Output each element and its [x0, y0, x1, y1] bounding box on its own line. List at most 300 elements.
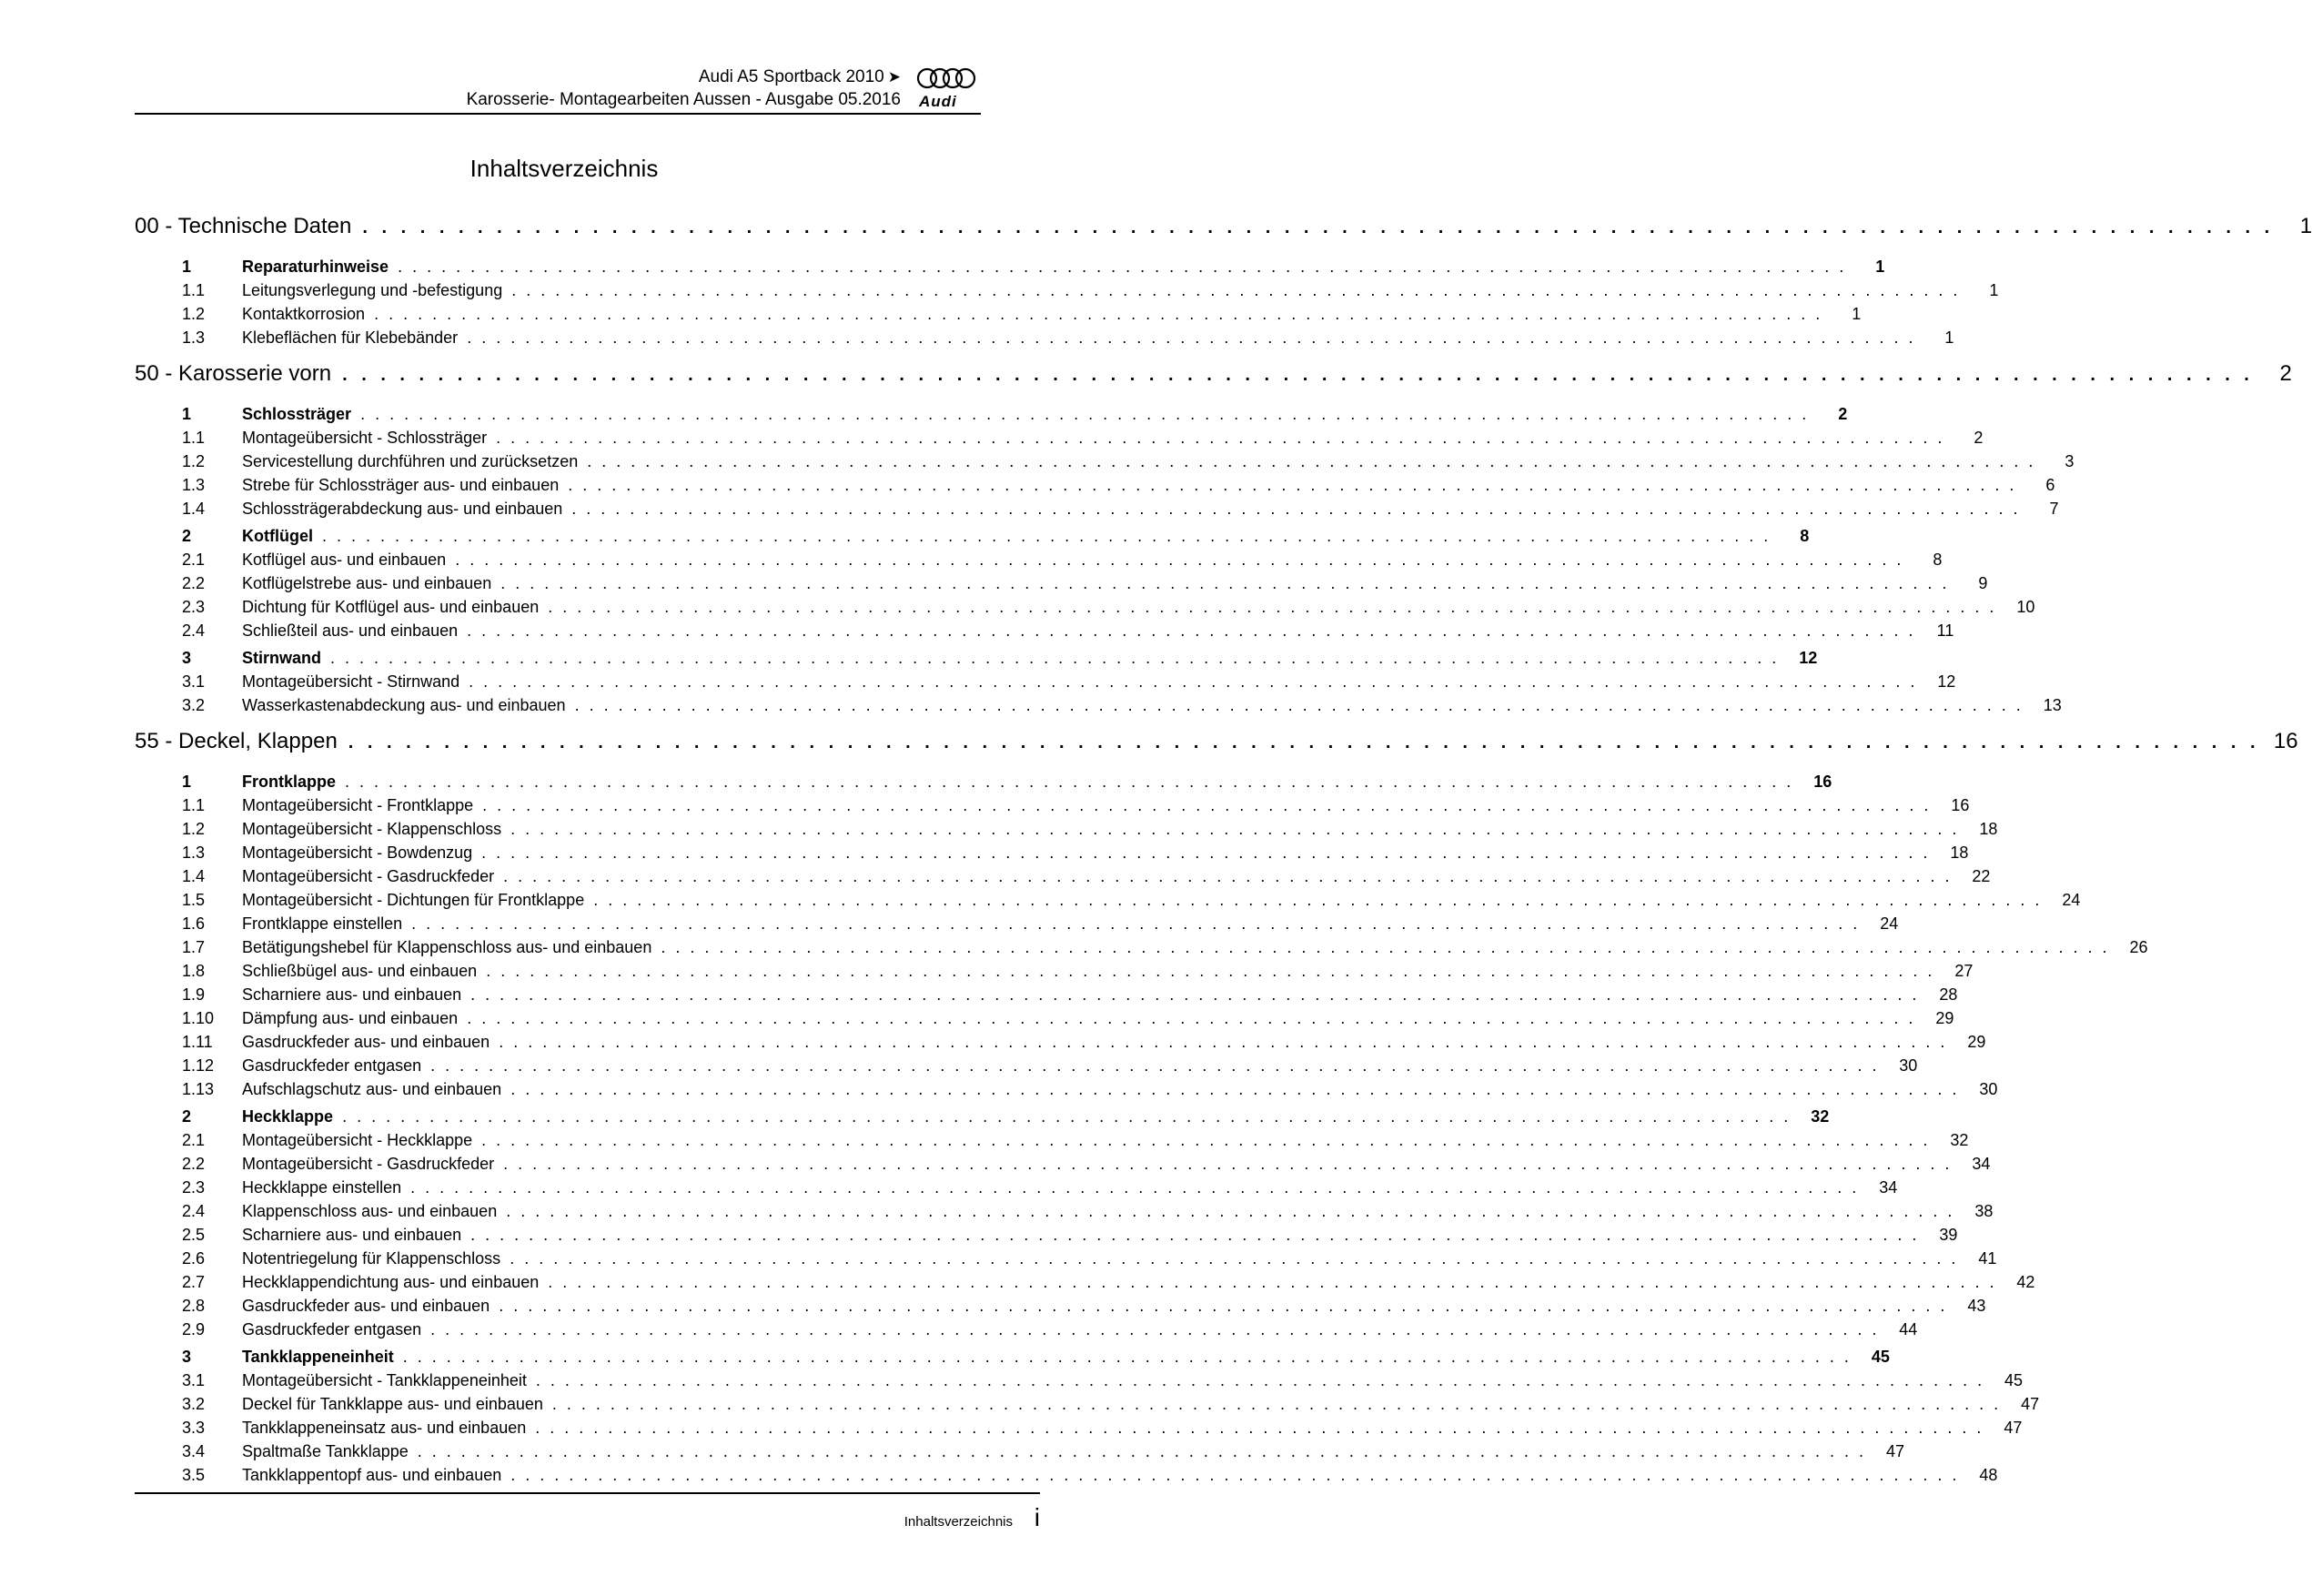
toc-section-number: 2 [182, 527, 192, 545]
toc-entry-page: 29 [1935, 1009, 1954, 1027]
toc-leader-dots: . . . . . . . . . . . . . . . . . . . . . . . . . . . . . . . . . . . . . . . . . . . . . . . . . . . . . . . . . . . . . . . . . . . . . . . . . . . . . . . . . . . . . . . . . . . . . . . . . . . . [574, 696, 2024, 714]
toc-entry-number: 1.7 [182, 938, 206, 956]
toc-entry-line [242, 1320, 1918, 1339]
toc-entry-number: 2.4 [182, 621, 206, 640]
toc-entry-number: 2.6 [182, 1249, 206, 1268]
toc-entry[interactable] [135, 1056, 1918, 1080]
toc-section-page: 8 [1800, 527, 1810, 545]
toc-entry-page: 1 [1989, 281, 1999, 299]
toc-entry[interactable] [135, 500, 2059, 523]
toc-entry[interactable] [135, 621, 1954, 645]
page-title: Inhaltsverzeichnis [469, 155, 659, 182]
toc-leader-dots: . . . . . . . . . . . . . . . . . . . . . . . . . . . . . . . . . . . . . . . . . . . . . . . . . . . . . . . . . . . . . . . . . . . . . . . . . . . . . . . . . . . . . . . . . . . . . . . . . . . . [467, 328, 1916, 347]
toc-entry-title: Leitungsverlegung und -befestigung [242, 281, 503, 299]
toc-section-number: 1 [182, 773, 192, 791]
toc-entry-page: 28 [1939, 985, 1958, 1004]
toc-leader-dots: . . . . . . . . . . . . . . . . . . . . . . . . . . . . . . . . . . . . . . . . . . . . . . . . . . . . . . . . . . . . . . . . . . . . . . . . . . . . . . . . . . . . . . . . . . . . . . . . . . . . [481, 843, 1931, 862]
toc-entry-number: 2.8 [182, 1297, 206, 1315]
toc-entry-page: 8 [1933, 551, 1943, 569]
toc-entry-page: 18 [1979, 820, 1998, 838]
toc-entry[interactable] [135, 820, 1998, 843]
toc-entry-title: Montageübersicht - Schlossträger [242, 429, 488, 447]
toc-leader-dots: . . . . . . . . . . . . . . . . . . . . . . . . . . . . . . . . . . . . . . . . . . . . . . . . . . . . . . . . . . . . . . . . . . . . . . . . . . . . . . . . . . . . . . . . . . . . . . . . . . . . [510, 820, 1960, 838]
toc-entry[interactable] [135, 1249, 1997, 1273]
toc-section-number: 3 [182, 1348, 192, 1366]
toc-entry-number: 3.2 [182, 1395, 206, 1413]
toc-entry-line [242, 1249, 1997, 1268]
toc-section-line [242, 1107, 1830, 1126]
toc-entry-line [242, 1131, 1969, 1150]
toc-section-line [242, 527, 1810, 546]
toc-section-page: 2 [1838, 405, 1848, 423]
toc-entry[interactable] [135, 429, 1984, 452]
toc-entry-page: 32 [1950, 1131, 1969, 1149]
toc-entry-page: 43 [1967, 1297, 1986, 1315]
toc-chapter[interactable] [135, 361, 2292, 401]
toc-section-line [242, 1348, 1890, 1367]
toc-leader-dots: . . . . . . . . . . . . . . . . . . . . . . . . . . . . . . . . . . . . . . . . . . . . . . . . . . . . . . . . . . . . . . . . . . . . . . . . . . . . . . . . . . . . . . . . . . . . . . . . . . . . [535, 1419, 1984, 1437]
toc-entry-line [242, 1395, 2040, 1414]
toc-entry-number: 1.13 [182, 1080, 215, 1098]
toc-entry[interactable] [135, 891, 2081, 914]
toc-leader-dots: . . . . . . . . . . . . . . . . . . . . . . . . . . . . . . . . . . . . . . . . . . . . . . . . . . . . . . . . . . . . . . . . . . . . . . . . . . . . . . . . . . . . . . . . . . . . . . . . . . . . [467, 1009, 1916, 1027]
toc-entry-title: Montageübersicht - Heckklappe [242, 1131, 473, 1149]
header-subtitle: Karosserie- Montagearbeiten Aussen - Ausgabe 05.2016 [466, 90, 901, 109]
toc-leader-dots: . . . . . . . . . . . . . . . . . . . . . . . . . . . . . . . . . . . . . . . . . . . . . . . . . . . . . . . . . . . . . . . . . . . . . . . . . . . . . . . . . . . . . . . . . . . . . . . . . . . . [535, 1371, 1985, 1389]
toc-entry-title: Gasdruckfeder entgasen [242, 1056, 422, 1075]
toc-entry-line [242, 1202, 1994, 1221]
toc-leader-dots: . . . . . . . . . . . . . . . . . . . . . . . . . . . . . . . . . . . . . . . . . . . . . . . . . . . . . . . . . . . . . . . . . . . . . . . . . . . . . . . . . . . . . . . . . . . . . . . . . . . . [455, 551, 1904, 569]
toc-entry-title: Gasdruckfeder aus- und einbauen [242, 1033, 490, 1051]
toc-leader-dots: . . . . . . . . . . . . . . . . . . . . . . . . . . . . . . . . . . . . . . . . . . . . . . . . . . . . . . . . . . . . . . . . . . . . . . . . . . . . . . . . . . . . . . . . . . . . . . . . . . . . [500, 574, 1950, 592]
toc-entry-line [242, 1056, 1918, 1076]
toc-entry-title: Heckklappe einstellen [242, 1178, 402, 1197]
toc-entry[interactable] [135, 696, 2062, 720]
toc-entry-number: 1.2 [182, 452, 206, 470]
toc-entry-number: 2.4 [182, 1202, 206, 1220]
toc-entry-page: 6 [2045, 476, 2055, 494]
toc-entry-number: 3.5 [182, 1466, 206, 1484]
toc-entry-title: Montageübersicht - Tankklappeneinheit [242, 1371, 527, 1389]
toc-entry-line [242, 1297, 1986, 1316]
toc-entry-number: 1.4 [182, 867, 206, 885]
toc-entry[interactable] [135, 1131, 1969, 1155]
toc-entry-line [242, 696, 2062, 715]
toc-entry-page: 41 [1978, 1249, 1997, 1268]
toc-entry[interactable] [135, 1466, 1998, 1490]
toc-entry[interactable] [135, 1320, 1918, 1344]
toc-entry-title: Schließteil aus- und einbauen [242, 621, 459, 640]
toc-entry-number: 1.12 [182, 1056, 215, 1075]
toc-entry[interactable] [135, 574, 1988, 598]
toc-entry-number: 1.4 [182, 500, 206, 518]
toc-entry-number: 2.5 [182, 1226, 206, 1244]
toc-entry-number: 2.2 [182, 574, 206, 592]
toc-entry-number: 1.3 [182, 843, 206, 862]
toc-section-title: Tankklappeneinheit [242, 1348, 394, 1366]
toc-leader-dots: . . . . . . . . . . . . . . . . . . . . . . . . . . . . . . . . . . . . . . . . . . . . . . . . . . . . . . . . . . . . . . . . . . . . . . . . . . . . . . . . . . . . . . . . . . . . . . . . . . . . [593, 891, 2043, 909]
toc-entry-line [242, 1273, 2035, 1292]
toc-entry-title: Kontaktkorrosion [242, 305, 366, 323]
toc-chapter[interactable] [135, 214, 2312, 254]
toc-entry-title: Montageübersicht - Gasdruckfeder [242, 867, 495, 885]
toc-entry-page: 3 [2065, 452, 2075, 470]
toc-entry-line [242, 1033, 1986, 1052]
toc-entry-page: 13 [2043, 696, 2062, 714]
toc-entry[interactable] [135, 1371, 2024, 1395]
toc-entry-title: Strebe für Schlossträger aus- und einbauen [242, 476, 560, 494]
toc-entry-line [242, 1009, 1954, 1028]
page-footer [135, 1492, 1040, 1531]
toc-entry-page: 34 [1972, 1155, 1991, 1173]
toc-section-title: Kotflügel [242, 527, 313, 545]
toc-entry-page: 45 [2004, 1371, 2024, 1389]
toc-leader-dots: . . . . . . . . . . . . . . . . . . . . . . . . . . . . . . . . . . . . . . . . . . . . . . . . . . . . . . . . . . . . . . . . . . . . . . . . . . . . . . . . . . . . . . . . . . . . . . . . . . . . [342, 365, 2254, 385]
toc-entry-page: 47 [2021, 1395, 2040, 1413]
toc-entry-page: 27 [1954, 962, 1974, 980]
toc-leader-dots: . . . . . . . . . . . . . . . . . . . . . . . . . . . . . . . . . . . . . . . . . . . . . . . . . . . . . . . . . . . . . . . . . . . . . . . . . . . . . . . . . . . . . . . . . . . . . . . . . . . . [506, 1202, 1955, 1220]
toc-entry-line [242, 500, 2059, 519]
toc-entry-page: 2 [1974, 429, 1984, 447]
footer-label: Inhaltsverzeichnis [904, 1514, 1013, 1530]
toc-entry-number: 2.7 [182, 1273, 206, 1291]
toc-leader-dots: . . . . . . . . . . . . . . . . . . . . . . . . . . . . . . . . . . . . . . . . . . . . . . . . . . . . . . . . . . . . . . . . . . . . . . . . . . . . . . . . . . . . . . . . . . . . . . . . . . . . [496, 429, 1945, 447]
toc-entry[interactable] [135, 1080, 1998, 1104]
toc-entry-page: 24 [2062, 891, 2081, 909]
toc-entry-number: 2.1 [182, 1131, 206, 1149]
toc-leader-dots: . . . . . . . . . . . . . . . . . . . . . . . . . . . . . . . . . . . . . . . . . . . . . . . . . . . . . . . . . . . . . . . . . . . . . . . . . . . . . . . . . . . . . . . . . . . . . . . . . . . . [348, 732, 2260, 753]
toc-section[interactable] [135, 405, 1848, 429]
toc-chapter-page: 2 [2279, 361, 2292, 386]
toc-leader-dots: . . . . . . . . . . . . . . . . . . . . . . . . . . . . . . . . . . . . . . . . . . . . . . . . . . . . . . . . . . . . . . . . . . . . . . . . . . . . . . . . . . . . . . . . . . . . . . . . . . . . [430, 1320, 1880, 1338]
toc-leader-dots: . . . . . . . . . . . . . . . . . . . . . . . . . . . . . . . . . . . . . . . . . . . . . . . . . . . . . . . . . . . . . . . . . . . . . . . . . . . . . . . . . . . . . . . . . . . . . . . . . . . . [467, 621, 1916, 640]
toc-section[interactable] [135, 527, 1810, 551]
toc-entry-title: Tankklappeneinsatz aus- und einbauen [242, 1419, 527, 1437]
toc-section-number: 2 [182, 1107, 192, 1126]
toc-leader-dots: . . . . . . . . . . . . . . . . . . . . . . . . . . . . . . . . . . . . . . . . . . . . . . . . . . . . . . . . . . . . . . . . . . . . . . . . . . . . . . . . . . . . . . . . . . . . . . . . . . . . [322, 527, 1772, 545]
toc-entry-number: 1.10 [182, 1009, 215, 1027]
toc-chapter-title: 55 - Deckel, Klappen [135, 729, 338, 753]
toc-chapter[interactable] [135, 729, 2298, 769]
toc-entry-number: 1.8 [182, 962, 206, 980]
toc-entry-page: 18 [1950, 843, 1969, 862]
toc-entry-title: Notentriegelung für Klappenschloss [242, 1249, 501, 1268]
toc-entry-line [242, 1178, 1898, 1197]
toc-section-number: 1 [182, 258, 192, 276]
toc-entry-number: 1.5 [182, 891, 206, 909]
toc-entry-title: Wasserkastenabdeckung aus- und einbauen [242, 696, 566, 714]
toc-entry-line [242, 962, 1974, 981]
toc-leader-dots: . . . . . . . . . . . . . . . . . . . . . . . . . . . . . . . . . . . . . . . . . . . . . . . . . . . . . . . . . . . . . . . . . . . . . . . . . . . . . . . . . . . . . . . . . . . . . . . . . . . . [510, 1080, 1960, 1098]
toc-section-line [242, 649, 1818, 668]
audi-logo-text: Audi [919, 93, 957, 110]
toc-entry-title: Heckklappendichtung aus- und einbauen [242, 1273, 540, 1291]
toc-entry-number: 2.3 [182, 1178, 206, 1197]
toc-entry[interactable] [135, 985, 1958, 1009]
toc-leader-dots: . . . . . . . . . . . . . . . . . . . . . . . . . . . . . . . . . . . . . . . . . . . . . . . . . . . . . . . . . . . . . . . . . . . . . . . . . . . . . . . . . . . . . . . . . . . . . . . . . . . . [510, 1466, 1960, 1484]
toc-leader-dots: . . . . . . . . . . . . . . . . . . . . . . . . . . . . . . . . . . . . . . . . . . . . . . . . . . . . . . . . . . . . . . . . . . . . . . . . . . . . . . . . . . . . . . . . . . . . . . . . . . . . [362, 217, 2275, 237]
toc-leader-dots: . . . . . . . . . . . . . . . . . . . . . . . . . . . . . . . . . . . . . . . . . . . . . . . . . . . . . . . . . . . . . . . . . . . . . . . . . . . . . . . . . . . . . . . . . . . . . . . . . . . . [402, 1348, 1852, 1366]
toc-entry-line [242, 843, 1969, 863]
toc-entry-line [242, 1442, 1904, 1461]
toc-chapter-title: 00 - Technische Daten [135, 214, 352, 238]
toc-entry[interactable] [135, 843, 1969, 867]
toc-entry[interactable] [135, 328, 1954, 352]
toc-entry[interactable] [135, 962, 1974, 985]
toc-entry-number: 3.2 [182, 696, 206, 714]
toc-leader-dots: . . . . . . . . . . . . . . . . . . . . . . . . . . . . . . . . . . . . . . . . . . . . . . . . . . . . . . . . . . . . . . . . . . . . . . . . . . . . . . . . . . . . . . . . . . . . . . . . . . . . [503, 867, 1953, 885]
audi-logo [914, 66, 981, 109]
toc-entry[interactable] [135, 551, 1943, 574]
toc-section-title: Stirnwand [242, 649, 322, 667]
toc-entry[interactable] [135, 672, 1956, 696]
toc-entry[interactable] [135, 1202, 1994, 1226]
toc-section-page: 1 [1875, 258, 1885, 276]
toc-entry[interactable] [135, 1009, 1954, 1033]
toc-entry-page: 34 [1879, 1178, 1898, 1197]
toc-entry-page: 38 [1974, 1202, 1994, 1220]
toc-entry-page: 24 [1880, 914, 1899, 933]
toc-entry-line [242, 867, 1991, 886]
toc-entry-line [242, 820, 1998, 839]
toc-entry-title: Schlossträgerabdeckung aus- und einbauen [242, 500, 563, 518]
toc-entry-line [242, 598, 2035, 617]
toc-entry-title: Gasdruckfeder entgasen [242, 1320, 422, 1338]
toc-entry-title: Servicestellung durchführen und zurücksetzen [242, 452, 579, 470]
toc-entry-number: 3.4 [182, 1442, 206, 1460]
toc-entry[interactable] [135, 1395, 2040, 1419]
page-header [135, 62, 981, 115]
toc-entry-title: Montageübersicht - Gasdruckfeder [242, 1155, 495, 1173]
toc-section-title: Heckklappe [242, 1107, 334, 1126]
toc-entry-page: 48 [1979, 1466, 1998, 1484]
toc-entry-title: Scharniere aus- und einbauen [242, 985, 462, 1004]
toc-entry[interactable] [135, 1273, 2035, 1297]
toc-entry-line [242, 1466, 1998, 1485]
toc-entry[interactable] [135, 1033, 1986, 1056]
toc-entry-title: Gasdruckfeder aus- und einbauen [242, 1297, 490, 1315]
toc-section-title: Schlossträger [242, 405, 352, 423]
toc-entry-line [242, 476, 2055, 495]
toc-leader-dots: . . . . . . . . . . . . . . . . . . . . . . . . . . . . . . . . . . . . . . . . . . . . . . . . . . . . . . . . . . . . . . . . . . . . . . . . . . . . . . . . . . . . . . . . . . . . . . . . . . . . [360, 405, 1810, 423]
toc-chapter-title: 50 - Karosserie vorn [135, 361, 332, 386]
toc-entry-number: 2.2 [182, 1155, 206, 1173]
toc-entry-page: 10 [2016, 598, 2035, 616]
toc-entry-line [242, 1419, 2023, 1438]
toc-leader-dots: . . . . . . . . . . . . . . . . . . . . . . . . . . . . . . . . . . . . . . . . . . . . . . . . . . . . . . . . . . . . . . . . . . . . . . . . . . . . . . . . . . . . . . . . . . . . . . . . . . . . [470, 1226, 1920, 1244]
footer-page-number: i [1034, 1503, 1040, 1531]
toc-entry-number: 1.1 [182, 281, 206, 299]
toc-entry-line [242, 429, 1984, 448]
toc-entry-number: 1.2 [182, 305, 206, 323]
toc-entry-page: 7 [2049, 500, 2059, 518]
toc-leader-dots: . . . . . . . . . . . . . . . . . . . . . . . . . . . . . . . . . . . . . . . . . . . . . . . . . . . . . . . . . . . . . . . . . . . . . . . . . . . . . . . . . . . . . . . . . . . . . . . . . . . . [548, 598, 1997, 616]
toc-entry[interactable] [135, 867, 1991, 891]
toc-leader-dots: . . . . . . . . . . . . . . . . . . . . . . . . . . . . . . . . . . . . . . . . . . . . . . . . . . . . . . . . . . . . . . . . . . . . . . . . . . . . . . . . . . . . . . . . . . . . . . . . . . . . [430, 1056, 1880, 1075]
toc-entry-page: 9 [1978, 574, 1988, 592]
toc-section-line [242, 405, 1848, 424]
toc-entry[interactable] [135, 452, 2075, 476]
toc-entry-page: 47 [1885, 1442, 1904, 1460]
toc-leader-dots: . . . . . . . . . . . . . . . . . . . . . . . . . . . . . . . . . . . . . . . . . . . . . . . . . . . . . . . . . . . . . . . . . . . . . . . . . . . . . . . . . . . . . . . . . . . . . . . . . . . . [469, 672, 1918, 691]
toc-leader-dots: . . . . . . . . . . . . . . . . . . . . . . . . . . . . . . . . . . . . . . . . . . . . . . . . . . . . . . . . . . . . . . . . . . . . . . . . . . . . . . . . . . . . . . . . . . . . . . . . . . . . [417, 1442, 1866, 1460]
toc-entry-title: Kotflügel aus- und einbauen [242, 551, 447, 569]
toc-entry-page: 44 [1899, 1320, 1918, 1338]
toc-entry-number: 1.3 [182, 476, 206, 494]
toc-entry[interactable] [135, 1442, 1904, 1466]
toc-chapter-page: 1 [2299, 214, 2312, 238]
toc-leader-dots: . . . . . . . . . . . . . . . . . . . . . . . . . . . . . . . . . . . . . . . . . . . . . . . . . . . . . . . . . . . . . . . . . . . . . . . . . . . . . . . . . . . . . . . . . . . . . . . . . . . . [571, 500, 2021, 518]
toc-entry[interactable] [135, 1226, 1958, 1249]
toc-entry-title: Montageübersicht - Frontklappe [242, 796, 474, 814]
toc-entry-page: 11 [1936, 621, 1954, 640]
toc-entry-number: 1.3 [182, 328, 206, 347]
toc-entry-line [242, 891, 2081, 910]
toc-entry-line [242, 1371, 2024, 1390]
toc-entry-title: Spaltmaße Tankklappe [242, 1442, 409, 1460]
toc-entry[interactable] [135, 914, 1899, 938]
arrow-right-icon: ➤ [887, 68, 901, 86]
toc-entry-line [242, 914, 1899, 934]
toc-entry-number: 2.9 [182, 1320, 206, 1338]
toc-entry-line [242, 328, 1954, 348]
toc-entry-page: 47 [2004, 1419, 2023, 1437]
toc-entry-title: Klebeflächen für Klebebänder [242, 328, 459, 347]
toc-entry-title: Schließbügel aus- und einbauen [242, 962, 478, 980]
toc-leader-dots: . . . . . . . . . . . . . . . . . . . . . . . . . . . . . . . . . . . . . . . . . . . . . . . . . . . . . . . . . . . . . . . . . . . . . . . . . . . . . . . . . . . . . . . . . . . . . . . . . . . . [503, 1155, 1953, 1173]
toc-entry-number: 1.6 [182, 914, 206, 933]
toc-entry-title: Frontklappe einstellen [242, 914, 403, 933]
toc-entry-number: 1.2 [182, 820, 206, 838]
toc-entry-title: Montageübersicht - Stirnwand [242, 672, 460, 691]
toc-entry-page: 30 [1899, 1056, 1918, 1075]
toc-entry-line [242, 1080, 1998, 1099]
toc-section-page: 45 [1871, 1348, 1890, 1366]
toc-entry-title: Deckel für Tankklappe aus- und einbauen [242, 1395, 543, 1413]
toc-entry-number: 1.1 [182, 796, 206, 814]
toc-entry-page: 39 [1939, 1226, 1958, 1244]
toc-entry-title: Dämpfung aus- und einbauen [242, 1009, 459, 1027]
toc-entry-number: 2.1 [182, 551, 206, 569]
toc-section-title: Reparaturhinweise [242, 258, 389, 276]
audi-rings-icon [914, 66, 981, 93]
toc-entry-title: Kotflügelstrebe aus- und einbauen [242, 574, 492, 592]
toc-entry[interactable] [135, 796, 1970, 820]
toc-entry[interactable] [135, 305, 1862, 328]
toc-entry-line [242, 305, 1862, 324]
toc-section-page: 16 [1813, 773, 1832, 791]
toc-entry-number: 3.1 [182, 1371, 206, 1389]
toc-leader-dots: . . . . . . . . . . . . . . . . . . . . . . . . . . . . . . . . . . . . . . . . . . . . . . . . . . . . . . . . . . . . . . . . . . . . . . . . . . . . . . . . . . . . . . . . . . . . . . . . . . . . [481, 1131, 1931, 1149]
toc-entry-page: 30 [1979, 1080, 1998, 1098]
toc-leader-dots: . . . . . . . . . . . . . . . . . . . . . . . . . . . . . . . . . . . . . . . . . . . . . . . . . . . . . . . . . . . . . . . . . . . . . . . . . . . . . . . . . . . . . . . . . . . . . . . . . . . . [510, 1249, 1959, 1268]
toc-section-page: 32 [1811, 1107, 1830, 1126]
toc-entry-line [242, 796, 1970, 815]
toc-leader-dots: . . . . . . . . . . . . . . . . . . . . . . . . . . . . . . . . . . . . . . . . . . . . . . . . . . . . . . . . . . . . . . . . . . . . . . . . . . . . . . . . . . . . . . . . . . . . . . . . . . . . [482, 796, 1932, 814]
toc-entry-title: Tankklappentopf aus- und einbauen [242, 1466, 502, 1484]
toc-entry[interactable] [135, 938, 2148, 962]
toc-leader-dots: . . . . . . . . . . . . . . . . . . . . . . . . . . . . . . . . . . . . . . . . . . . . . . . . . . . . . . . . . . . . . . . . . . . . . . . . . . . . . . . . . . . . . . . . . . . . . . . . . . . . [499, 1033, 1948, 1051]
toc-entry-number: 1.1 [182, 429, 206, 447]
toc-entry-title: Montageübersicht - Klappenschloss [242, 820, 502, 838]
toc-section[interactable] [135, 773, 1832, 796]
toc-leader-dots: . . . . . . . . . . . . . . . . . . . . . . . . . . . . . . . . . . . . . . . . . . . . . . . . . . . . . . . . . . . . . . . . . . . . . . . . . . . . . . . . . . . . . . . . . . . . . . . . . . . . [330, 649, 1780, 667]
toc-leader-dots: . . . . . . . . . . . . . . . . . . . . . . . . . . . . . . . . . . . . . . . . . . . . . . . . . . . . . . . . . . . . . . . . . . . . . . . . . . . . . . . . . . . . . . . . . . . . . . . . . . . . [374, 305, 1823, 323]
toc-entry-line [242, 621, 1954, 641]
toc-section-number: 1 [182, 405, 192, 423]
toc-entry[interactable] [135, 281, 1999, 305]
toc-entry[interactable] [135, 1419, 2023, 1442]
toc-section[interactable] [135, 649, 1818, 672]
toc-entry-page: 29 [1967, 1033, 1986, 1051]
toc-entry-line [242, 452, 2075, 471]
toc-entry-number: 2.3 [182, 598, 206, 616]
toc-entry[interactable] [135, 598, 2035, 621]
toc-leader-dots: . . . . . . . . . . . . . . . . . . . . . . . . . . . . . . . . . . . . . . . . . . . . . . . . . . . . . . . . . . . . . . . . . . . . . . . . . . . . . . . . . . . . . . . . . . . . . . . . . . . . [486, 962, 1935, 980]
table-of-contents [135, 214, 2312, 1490]
toc-entry-number: 3.1 [182, 672, 206, 691]
toc-entry[interactable] [135, 1155, 1991, 1178]
toc-entry-page: 16 [1951, 796, 1970, 814]
toc-chapter-page: 16 [2273, 729, 2298, 753]
toc-entry-page: 1 [1944, 328, 1954, 347]
toc-leader-dots: . . . . . . . . . . . . . . . . . . . . . . . . . . . . . . . . . . . . . . . . . . . . . . . . . . . . . . . . . . . . . . . . . . . . . . . . . . . . . . . . . . . . . . . . . . . . . . . . . . . . [411, 914, 1861, 933]
toc-entry-page: 12 [1937, 672, 1956, 691]
toc-leader-dots: . . . . . . . . . . . . . . . . . . . . . . . . . . . . . . . . . . . . . . . . . . . . . . . . . . . . . . . . . . . . . . . . . . . . . . . . . . . . . . . . . . . . . . . . . . . . . . . . . . . . [661, 938, 2110, 956]
toc-entry-line [242, 938, 2148, 957]
toc-section[interactable] [135, 258, 1885, 281]
toc-entry-page: 42 [2016, 1273, 2035, 1291]
toc-entry-title: Aufschlagschutz aus- und einbauen [242, 1080, 502, 1098]
toc-leader-dots: . . . . . . . . . . . . . . . . . . . . . . . . . . . . . . . . . . . . . . . . . . . . . . . . . . . . . . . . . . . . . . . . . . . . . . . . . . . . . . . . . . . . . . . . . . . . . . . . . . . . [499, 1297, 1948, 1315]
toc-entry-number: 1.11 [182, 1033, 213, 1051]
toc-entry-number: 3.3 [182, 1419, 206, 1437]
toc-section-title: Frontklappe [242, 773, 337, 791]
toc-section[interactable] [135, 1107, 1830, 1131]
toc-entry-line [242, 574, 1988, 593]
toc-leader-dots: . . . . . . . . . . . . . . . . . . . . . . . . . . . . . . . . . . . . . . . . . . . . . . . . . . . . . . . . . . . . . . . . . . . . . . . . . . . . . . . . . . . . . . . . . . . . . . . . . . . . [548, 1273, 1997, 1291]
toc-section-line [242, 258, 1885, 277]
toc-entry-page: 1 [1852, 305, 1862, 323]
header-vehicle: Audi A5 Sportback 2010 ➤ [698, 67, 901, 86]
toc-leader-dots: . . . . . . . . . . . . . . . . . . . . . . . . . . . . . . . . . . . . . . . . . . . . . . . . . . . . . . . . . . . . . . . . . . . . . . . . . . . . . . . . . . . . . . . . . . . . . . . . . . . . [410, 1178, 1860, 1197]
toc-entry-title: Dichtung für Kotflügel aus- und einbauen [242, 598, 540, 616]
toc-entry[interactable] [135, 1178, 1898, 1202]
toc-entry[interactable] [135, 1297, 1986, 1320]
toc-entry-line [242, 985, 1958, 1005]
toc-entry-page: 22 [1972, 867, 1991, 885]
toc-entry-title: Betätigungshebel für Klappenschloss aus- und einbauen [242, 938, 652, 956]
toc-section-page: 12 [1799, 649, 1818, 667]
toc-entry-title: Montageübersicht - Bowdenzug [242, 843, 473, 862]
toc-leader-dots: . . . . . . . . . . . . . . . . . . . . . . . . . . . . . . . . . . . . . . . . . . . . . . . . . . . . . . . . . . . . . . . . . . . . . . . . . . . . . . . . . . . . . . . . . . . . . . . . . . . . [551, 1395, 2002, 1413]
toc-leader-dots: . . . . . . . . . . . . . . . . . . . . . . . . . . . . . . . . . . . . . . . . . . . . . . . . . . . . . . . . . . . . . . . . . . . . . . . . . . . . . . . . . . . . . . . . . . . . . . . . . . . . [342, 1107, 1792, 1126]
toc-section-line [242, 773, 1832, 792]
toc-leader-dots: . . . . . . . . . . . . . . . . . . . . . . . . . . . . . . . . . . . . . . . . . . . . . . . . . . . . . . . . . . . . . . . . . . . . . . . . . . . . . . . . . . . . . . . . . . . . . . . . . . . . [398, 258, 1847, 276]
toc-entry-line [242, 1155, 1991, 1174]
toc-leader-dots: . . . . . . . . . . . . . . . . . . . . . . . . . . . . . . . . . . . . . . . . . . . . . . . . . . . . . . . . . . . . . . . . . . . . . . . . . . . . . . . . . . . . . . . . . . . . . . . . . . . . [587, 452, 2036, 470]
toc-entry-title: Klappenschloss aus- und einbauen [242, 1202, 498, 1220]
toc-leader-dots: . . . . . . . . . . . . . . . . . . . . . . . . . . . . . . . . . . . . . . . . . . . . . . . . . . . . . . . . . . . . . . . . . . . . . . . . . . . . . . . . . . . . . . . . . . . . . . . . . . . . [568, 476, 2017, 494]
toc-entry-page: 26 [2129, 938, 2148, 956]
toc-entry-line [242, 281, 1999, 300]
toc-leader-dots: . . . . . . . . . . . . . . . . . . . . . . . . . . . . . . . . . . . . . . . . . . . . . . . . . . . . . . . . . . . . . . . . . . . . . . . . . . . . . . . . . . . . . . . . . . . . . . . . . . . . [345, 773, 1794, 791]
toc-entry-title: Scharniere aus- und einbauen [242, 1226, 462, 1244]
toc-leader-dots: . . . . . . . . . . . . . . . . . . . . . . . . . . . . . . . . . . . . . . . . . . . . . . . . . . . . . . . . . . . . . . . . . . . . . . . . . . . . . . . . . . . . . . . . . . . . . . . . . . . . [470, 985, 1920, 1004]
toc-section[interactable] [135, 1348, 1890, 1371]
toc-section-number: 3 [182, 649, 192, 667]
toc-entry[interactable] [135, 476, 2055, 500]
